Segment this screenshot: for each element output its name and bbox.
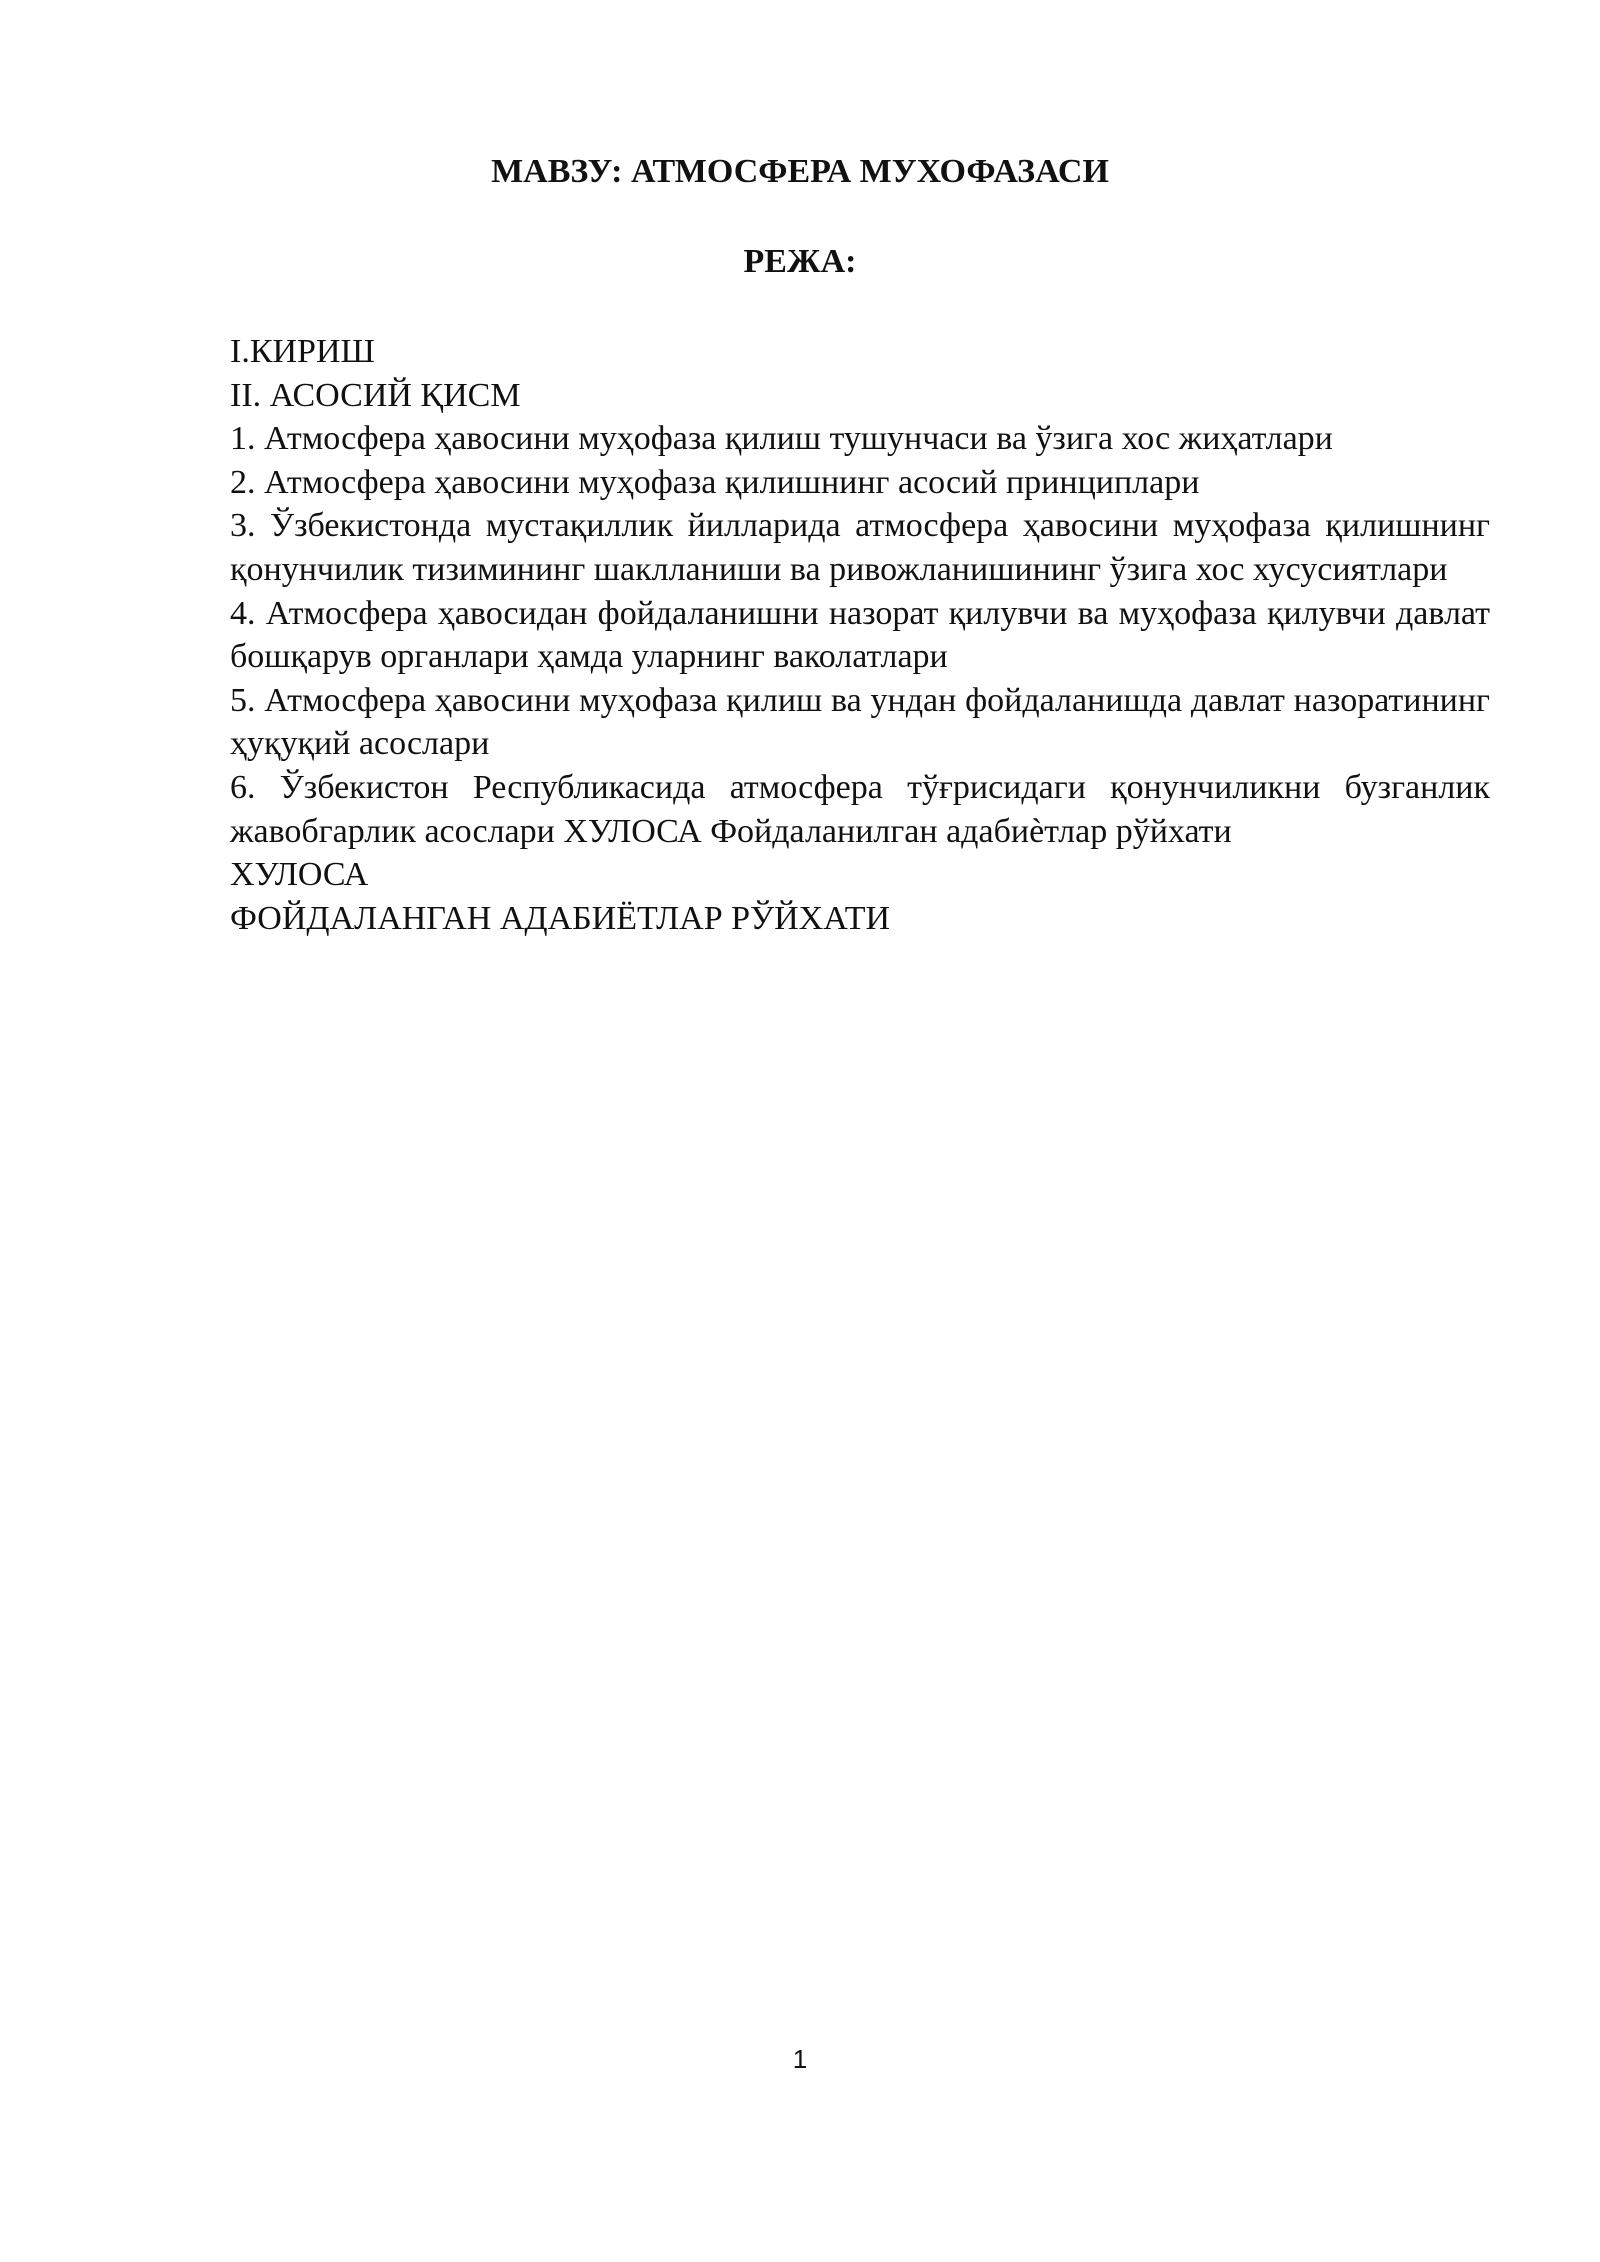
plan-item-5: 5. Атмосфера ҳавосини муҳофаза қилиш ва ундан фойдаланишда давлат назоратининг ҳуқуқий асослари	[230, 681, 1490, 763]
plan-item-4: 4. Атмосфера ҳавосидан фойдаланишни назорат қилувчи ва муҳофаза қилувчи давлат бошқарув органлари ҳамда уларнинг ваколатлари	[230, 594, 1490, 676]
plan-item-1: 1. Атмосфера ҳавосини муҳофаза қилиш тушунчаси ва ўзига хос жиҳатлари	[230, 420, 1333, 458]
plan-item-2: 2. Атмосфера ҳавосини муҳофаза қилишнинг асосий принциплари	[230, 463, 1200, 501]
plan-list	[230, 330, 1490, 940]
plan-item-3: 3. Ўзбекистонда мустақиллик йилларида атмосфера ҳавосини муҳофаза қилишнинг қонунчилик тизимининг шаклланиши ва ривожланишининг ўзига хос хусусиятлари	[230, 507, 1490, 588]
plan-item-conclusion: ХУЛОСА	[230, 856, 369, 894]
plan-heading: РЕЖА:	[743, 243, 857, 280]
plan-item-main-part: II. АСОСИЙ ҚИСМ	[230, 376, 521, 414]
plan-item-references: ФОЙДАЛАНГАН АДАБИЁТЛАР РЎЙХАТИ	[230, 899, 891, 937]
page-title: МАВЗУ: АТМОСФЕРА МУХОФАЗАСИ	[491, 153, 1109, 190]
plan-item-introduction: I.КИРИШ	[230, 333, 375, 370]
page-number: 1	[792, 2044, 808, 2074]
plan-item-6: 6. Ўзбекистон Республикасида атмосфера тўғрисидаги қонунчиликни бузганлик жавобгарлик асослари ХУЛОСА Фойдаланилган адабиѐтлар рўйхати	[230, 768, 1490, 850]
